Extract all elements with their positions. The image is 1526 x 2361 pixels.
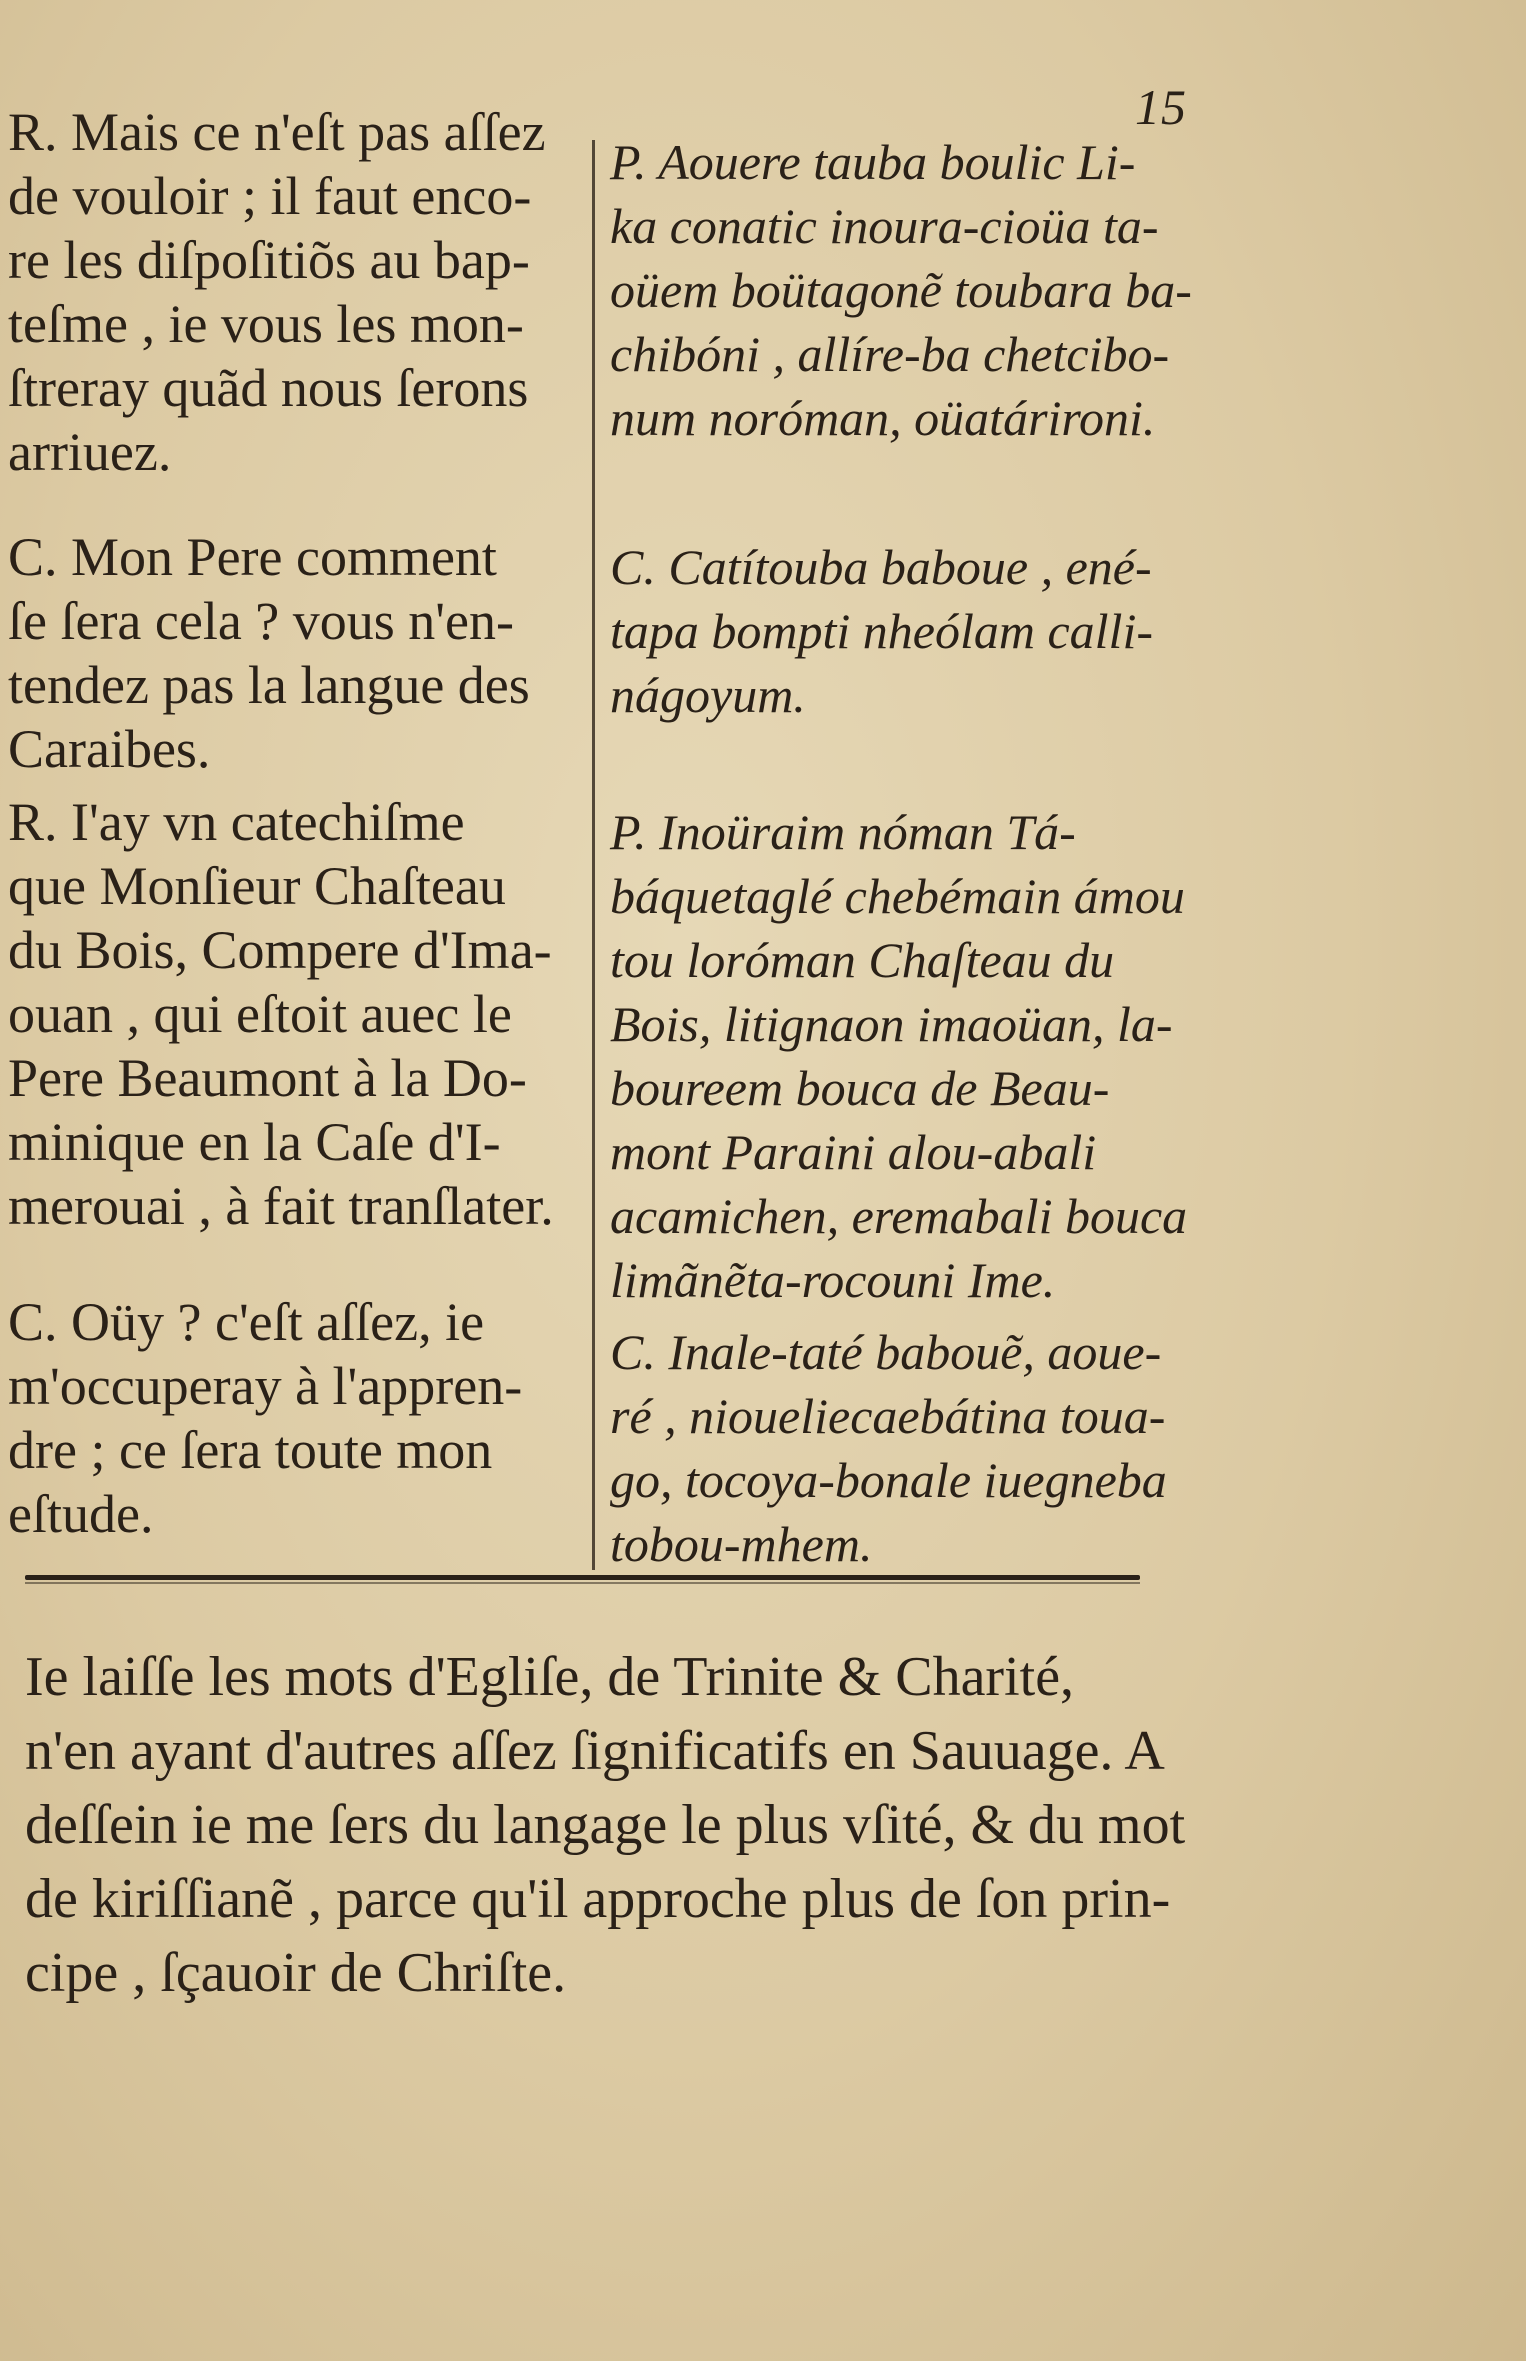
french-line: que Monſieur Chaſteau [8, 856, 506, 916]
carib-line: tou loróman Chaſteau du [610, 932, 1115, 988]
footnote-line: de kiriſſianẽ , parce qu'il approche plus de ſon prin- [25, 1868, 1171, 1930]
french-line: de vouloir ; il faut enco- [8, 166, 532, 226]
carib-line: chibóni , allíre-ba chetcibo- [610, 326, 1170, 382]
carib-line: C. Inale-taté babouẽ, aoue- [610, 1324, 1162, 1380]
carib-line: num noróman, oüatárironi. [610, 390, 1156, 446]
french-paragraph [8, 100, 546, 484]
french-line: tendez pas la langue des [8, 655, 530, 715]
carib-paragraph [610, 130, 1192, 450]
section-rule [25, 1575, 1140, 1580]
footnote-line: Ie laiſſe les mots d'Egliſe, de Trinite & Charité, [25, 1646, 1075, 1708]
carib-paragraph [610, 800, 1187, 1312]
column-divider [592, 140, 595, 1570]
carib-line: limãnẽta-rocouni Ime. [610, 1252, 1056, 1308]
carib-line: Bois, litignaon imaoüan, la- [610, 996, 1173, 1052]
footnote-line: deſſein ie me ſers du langage le plus vſité, & du mot [25, 1794, 1186, 1856]
footnote-line: n'en ayant d'autres aſſez ſignificatifs en Sauuage. A [25, 1720, 1165, 1782]
carib-line: acamichen, eremabali bouca [610, 1188, 1188, 1244]
carib-paragraph [610, 535, 1153, 727]
french-paragraph [8, 525, 530, 781]
french-line: du Bois, Compere d'Ima- [8, 920, 552, 980]
carib-line: P. Aouere tauba boulic Li- [610, 134, 1136, 190]
footnote-line: cipe , ſçauoir de Chriſte. [25, 1942, 567, 2004]
french-line: R. I'ay vn catechiſme [8, 792, 465, 852]
french-line: eſtude. [8, 1484, 154, 1544]
french-line: m'occuperay à l'appren- [8, 1356, 523, 1416]
french-line: re les diſpoſitiõs au bap- [8, 230, 530, 290]
french-line: ſe ſera cela ? vous n'en- [8, 591, 514, 651]
carib-line: tobou-mhem. [610, 1516, 873, 1572]
carib-line: nágoyum. [610, 667, 806, 723]
carib-paragraph [610, 1320, 1167, 1576]
french-line: ſtreray quãd nous ſerons [8, 358, 529, 418]
french-paragraph [8, 1290, 522, 1546]
french-line: R. Mais ce n'eſt pas aſſez [8, 102, 546, 162]
carib-line: ré , nioueliecaebátina toua- [610, 1388, 1166, 1444]
footnote [25, 1640, 1225, 2010]
carib-line: tapa bompti nheólam calli- [610, 603, 1153, 659]
french-line: ouan , qui eſtoit auec le [8, 984, 512, 1044]
carib-line: go, tocoya-bonale iuegneba [610, 1452, 1167, 1508]
carib-line: ka conatic inoura-cioüa ta- [610, 198, 1159, 254]
carib-line: mont Paraini alou-abali [610, 1124, 1097, 1180]
french-line: Pere Beaumont à la Do- [8, 1048, 527, 1108]
french-line: teſme , ie vous les mon- [8, 294, 524, 354]
french-line: minique en la Caſe d'I- [8, 1112, 501, 1172]
carib-line: C. Catítouba baboue , ené- [610, 539, 1152, 595]
french-line: dre ; ce ſera toute mon [8, 1420, 493, 1480]
carib-line: P. Inoüraim nóman Tá- [610, 804, 1076, 860]
french-line: C. Mon Pere comment [8, 527, 497, 587]
french-paragraph [8, 790, 554, 1238]
french-line: arriuez. [8, 422, 172, 482]
french-line: merouai , à fait tranſlater. [8, 1176, 554, 1236]
page-number: 15 [1135, 79, 1187, 135]
french-line: Caraibes. [8, 719, 211, 779]
french-line: C. Oüy ? c'eſt aſſez, ie [8, 1292, 485, 1352]
carib-line: boureem bouca de Beau- [610, 1060, 1110, 1116]
carib-line: báquetaglé chebémain ámou [610, 868, 1185, 924]
carib-line: oüem boütagonẽ toubara ba- [610, 262, 1192, 318]
